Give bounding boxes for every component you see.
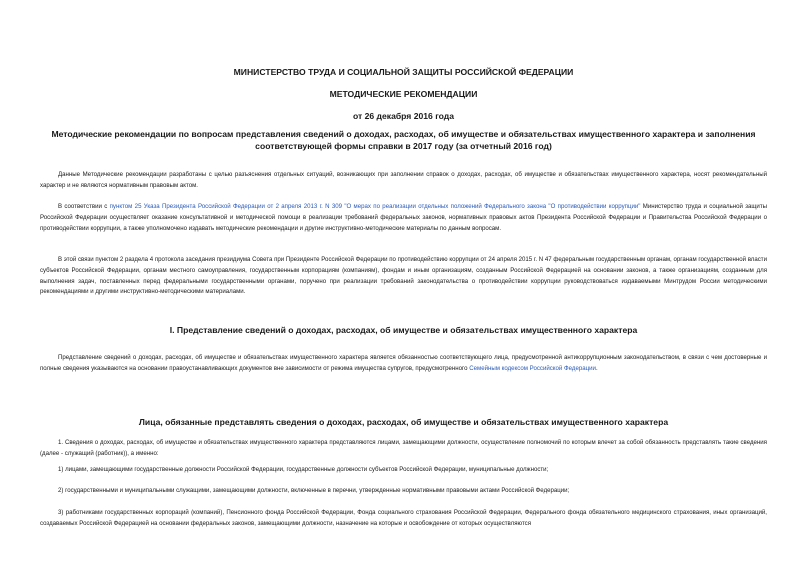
intro-paragraph-2-end: Министерство труда и социальной защиты Российской Федерации осуществляет оказание консультативной и методической помощи в реализации требований федеральных законов, нормативных правовых актов Президента Российской Федерации и Правительства Российской Федерации о противодействии коррупции, а также уполномочено издавать методические рекомендации и другие инструктивно-методические материалы по данным вопросам. [40,203,767,232]
ministry-name: МИНИСТЕРСТВО ТРУДА И СОЦИАЛЬНОЙ ЗАЩИТЫ РОССИЙСКОЙ ФЕДЕРАЦИИ [233,67,574,77]
section-1-paragraph-end: . [595,364,598,372]
persons-paragraph-4: 3) работниками государственных корпораций (компаний), Пенсионного фонда Российской Федерации, Фонда социального страхования Российской Федерации, Федерального фонда обязательного медицинского страхования, иных организаций, создаваемых Российской Федерацией на основании федеральных законов, замещающими должности, назначение на которые и освобождение от которых осуществляются [40,509,767,527]
persons-paragraph-3: 2) государственными и муниципальными служащими, замещающими должности, включенные в перечни, утвержденные нормативными правовыми актами Российской Федерации; [58,487,570,494]
document-type: МЕТОДИЧЕСКИЕ РЕКОМЕНДАЦИИ [329,89,478,99]
section-1-heading: I. Представление сведений о доходах, расходах, об имуществе и обязательствах имущественного характера [169,325,638,335]
intro-paragraph-1: Данные Методические рекомендации разработаны с целью разъяснения отдельных ситуаций, возникающих при заполнении справок о доходах, расходах, об имуществе и обязательствах имущественного характера, носят рекомендательный характер и не являются нормативным правовым актом. [40,171,767,189]
document-title: Методические рекомендации по вопросам представления сведений о доходах, расходах, об имуществе и обязательствах имущественного характера и заполнения соответствующей формы справки в 2017 году (за отчетный 2016 год) [51,129,756,151]
intro-paragraph-3: В этой связи пунктом 2 раздела 4 протокола заседания президиума Совета при Президенте Российской Федерации по противодействию коррупции от 24 апреля 2015 г. N 47 федеральным государственным органам, органам государственной власти субъектов Российской Федерации, органам местного самоуправления, государственным корпорациям (компаниям), фондам и иным организациям, созданным Российской Федерацией на основании законов, а также организациям, созданным для выполнения задач, поставленных перед федеральными государственными органами, поручено при реализации требований законодательства о противодействии коррупции руководствоваться издаваемыми Минтрудом России методическими рекомендациями и другими инструктивно-методическими материалами. [40,256,767,296]
decree-309-link[interactable]: пунктом 25 Указа Президента Российской Федерации от 2 апреля 2013 г. N 309 "О мерах по реализации отдельных положений Федерального закона "О противодействии коррупции" [109,203,641,210]
section-2-heading: Лица, обязанные представлять сведения о доходах, расходах, об имуществе и обязательствах имущественного характера [138,417,669,427]
persons-paragraph-1: 1. Сведения о доходах, расходах, об имуществе и обязательствах имущественного характера представляются лицами, замещающими должности, осуществление полномочий по которым влечет за собой обязанность представлять такие сведения (далее - служащий (работник)), а именно: [40,439,767,457]
section-1-paragraph-text: Представление сведений о доходах, расходах, об имуществе и обязательствах имущественного характера является обязанностью соответствующего лица, предусмотренной антикоррупционным законодательством, в связи с чем достоверные и полные сведения указываются на основании правоустанавливающих документов вне зависимости от режима имущества супругов, предусмотренного [40,354,767,372]
intro-paragraph-2-start: В соответствии с [58,203,110,210]
intro-paragraph-2 [40,202,767,234]
document-date: от 26 декабря 2016 года [352,111,455,121]
section-1-paragraph [40,353,767,375]
family-code-link[interactable]: Семейным кодексом Российской Федерации [469,364,596,372]
persons-paragraph-2: 1) лицами, замещающими государственные должности Российской Федерации, государственные должности субъектов Российской Федерации, муниципальные должности; [58,466,549,473]
